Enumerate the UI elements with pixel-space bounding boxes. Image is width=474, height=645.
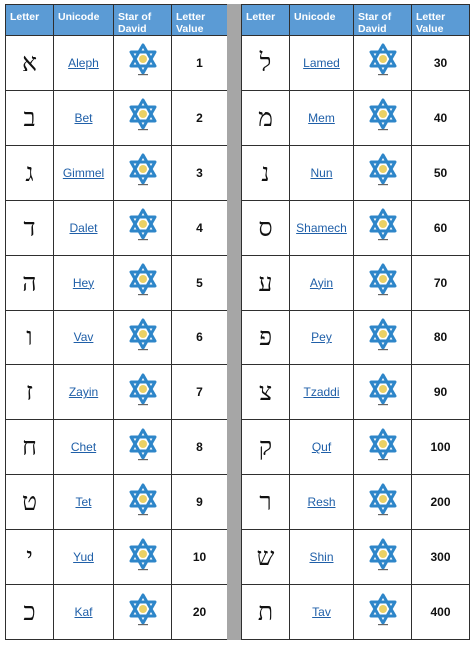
letter-name-link[interactable]: Tet: [75, 495, 92, 510]
hebrew-letter: י: [6, 530, 54, 585]
header-unicode: Unicode: [290, 5, 354, 36]
header-unicode: Unicode: [54, 5, 114, 36]
hebrew-letter: ע: [242, 255, 290, 310]
unicode-cell: [290, 475, 354, 530]
unicode-cell: [54, 90, 114, 145]
letter-name-link[interactable]: Quf: [311, 440, 332, 455]
star-cell: [114, 585, 172, 640]
unicode-cell: [290, 36, 354, 91]
star-of-david-icon: [368, 538, 398, 572]
table-divider: [227, 4, 241, 640]
star-of-david-icon: [128, 43, 158, 77]
table-row: [6, 310, 228, 365]
letter-value: 40: [412, 90, 470, 145]
letter-name-link[interactable]: Tzaddi: [303, 385, 340, 400]
star-of-david-icon: [368, 593, 398, 627]
star-cell: [114, 530, 172, 585]
letter-value: 60: [412, 200, 470, 255]
letter-value: 80: [412, 310, 470, 365]
star-cell: [114, 365, 172, 420]
star-of-david-icon: [368, 318, 398, 352]
unicode-cell: [54, 145, 114, 200]
unicode-cell: [290, 420, 354, 475]
hebrew-letter: ר: [242, 475, 290, 530]
hebrew-letter: א: [6, 36, 54, 91]
unicode-cell: [54, 530, 114, 585]
table-row: [242, 255, 470, 310]
letter-name-link[interactable]: Dalet: [69, 220, 98, 235]
letter-name-link[interactable]: Vav: [73, 330, 94, 345]
star-cell: [354, 310, 412, 365]
letter-name-link[interactable]: Shin: [309, 550, 334, 565]
letter-value: 300: [412, 530, 470, 585]
star-of-david-icon: [368, 98, 398, 132]
hebrew-letter: ד: [6, 200, 54, 255]
table-row: [6, 255, 228, 310]
letter-value: 2: [172, 90, 228, 145]
unicode-cell: [290, 255, 354, 310]
hebrew-letter: ת: [242, 585, 290, 640]
star-cell: [354, 585, 412, 640]
letter-name-link[interactable]: Kaf: [74, 605, 93, 620]
letter-name-link[interactable]: Nun: [310, 165, 333, 180]
table-row: [242, 585, 470, 640]
letter-value: 10: [172, 530, 228, 585]
table-row: [242, 365, 470, 420]
letter-value: 8: [172, 420, 228, 475]
hebrew-letter: ה: [6, 255, 54, 310]
unicode-cell: [54, 255, 114, 310]
unicode-cell: [290, 530, 354, 585]
hebrew-letter: מ: [242, 90, 290, 145]
hebrew-letter: פ: [242, 310, 290, 365]
unicode-cell: [54, 420, 114, 475]
hebrew-letter: כ: [6, 585, 54, 640]
star-cell: [354, 475, 412, 530]
star-cell: [114, 36, 172, 91]
table-row: [242, 36, 470, 91]
letter-name-link[interactable]: Chet: [70, 440, 97, 455]
star-cell: [114, 90, 172, 145]
letter-name-link[interactable]: Lamed: [303, 55, 340, 70]
unicode-cell: [290, 365, 354, 420]
table-row: [242, 420, 470, 475]
hebrew-letter: ל: [242, 36, 290, 91]
star-of-david-icon: [368, 208, 398, 242]
table-row: [6, 530, 228, 585]
unicode-cell: [290, 310, 354, 365]
letter-value: 9: [172, 475, 228, 530]
unicode-cell: [290, 200, 354, 255]
letter-value: 1: [172, 36, 228, 91]
unicode-cell: [54, 365, 114, 420]
star-of-david-icon: [128, 483, 158, 517]
star-cell: [354, 420, 412, 475]
unicode-cell: [290, 145, 354, 200]
star-of-david-icon: [128, 428, 158, 462]
letter-value: 100: [412, 420, 470, 475]
unicode-cell: [54, 475, 114, 530]
header-value: Letter Value: [172, 5, 228, 36]
star-cell: [354, 200, 412, 255]
table-row: [242, 200, 470, 255]
unicode-cell: [290, 90, 354, 145]
letter-name-link[interactable]: Tav: [312, 605, 331, 620]
unicode-cell: [54, 310, 114, 365]
unicode-cell: [54, 36, 114, 91]
table-row: [6, 90, 228, 145]
star-of-david-icon: [128, 98, 158, 132]
letter-value: 200: [412, 475, 470, 530]
letter-name-link[interactable]: Yud: [73, 550, 94, 565]
letter-name-link[interactable]: Resh: [307, 495, 336, 510]
letter-value: 7: [172, 365, 228, 420]
header-letter: Letter: [242, 5, 290, 36]
table-row: [6, 36, 228, 91]
letter-name-link[interactable]: Pey: [311, 330, 332, 345]
table-row: [6, 365, 228, 420]
star-of-david-icon: [368, 373, 398, 407]
hebrew-letter: ט: [6, 475, 54, 530]
letter-value: 5: [172, 255, 228, 310]
letter-value: 70: [412, 255, 470, 310]
letter-name-link[interactable]: Gimmel: [62, 165, 105, 180]
table-row: [6, 420, 228, 475]
letter-value: 20: [172, 585, 228, 640]
table-row: [242, 90, 470, 145]
star-of-david-icon: [368, 43, 398, 77]
letter-name-link[interactable]: Zayin: [68, 385, 99, 400]
hebrew-letter: צ: [242, 365, 290, 420]
letter-value: 4: [172, 200, 228, 255]
star-cell: [114, 145, 172, 200]
unicode-cell: [54, 200, 114, 255]
unicode-cell: [290, 585, 354, 640]
star-of-david-icon: [128, 208, 158, 242]
table-row: [6, 475, 228, 530]
header-star: Star of David: [114, 5, 172, 36]
star-of-david-icon: [368, 263, 398, 297]
star-of-david-icon: [128, 318, 158, 352]
table-row: [242, 145, 470, 200]
star-cell: [114, 475, 172, 530]
letter-name-link[interactable]: Mem: [308, 110, 335, 125]
star-cell: [114, 310, 172, 365]
letter-name-link[interactable]: Ayin: [309, 275, 334, 290]
star-cell: [354, 365, 412, 420]
table-row: [242, 530, 470, 585]
letter-value: 50: [412, 145, 470, 200]
hebrew-letter: ב: [6, 90, 54, 145]
star-of-david-icon: [368, 153, 398, 187]
header-star: Star of David: [354, 5, 412, 36]
header-row: [242, 5, 470, 36]
table-right: [241, 4, 470, 640]
hebrew-letter: ס: [242, 200, 290, 255]
table-row: [242, 475, 470, 530]
hebrew-letter: ש: [242, 530, 290, 585]
table-row: [242, 310, 470, 365]
letter-value: 90: [412, 365, 470, 420]
unicode-cell: [54, 585, 114, 640]
hebrew-letter: ג: [6, 145, 54, 200]
letter-name-link[interactable]: Shamech: [296, 220, 347, 235]
star-cell: [114, 255, 172, 310]
star-of-david-icon: [368, 483, 398, 517]
star-cell: [354, 255, 412, 310]
letter-value: 30: [412, 36, 470, 91]
star-of-david-icon: [368, 428, 398, 462]
hebrew-letter: נ: [242, 145, 290, 200]
star-of-david-icon: [128, 538, 158, 572]
table-row: [6, 145, 228, 200]
header-row: [6, 5, 228, 36]
hebrew-letter: ק: [242, 420, 290, 475]
star-of-david-icon: [128, 373, 158, 407]
hebrew-letter: ז: [6, 365, 54, 420]
star-cell: [114, 420, 172, 475]
star-of-david-icon: [128, 263, 158, 297]
letter-value: 3: [172, 145, 228, 200]
star-cell: [354, 530, 412, 585]
letter-value: 400: [412, 585, 470, 640]
star-cell: [114, 200, 172, 255]
letter-value: 6: [172, 310, 228, 365]
hebrew-letters-chart: [5, 4, 469, 640]
hebrew-letter: ח: [6, 420, 54, 475]
hebrew-letter: ו: [6, 310, 54, 365]
table-left: [5, 4, 228, 640]
letter-name-link[interactable]: Bet: [74, 110, 93, 125]
table-row: [6, 200, 228, 255]
star-of-david-icon: [128, 593, 158, 627]
header-value: Letter Value: [412, 5, 470, 36]
star-cell: [354, 90, 412, 145]
table-row: [6, 585, 228, 640]
star-cell: [354, 145, 412, 200]
star-of-david-icon: [128, 153, 158, 187]
header-letter: Letter: [6, 5, 54, 36]
letter-name-link[interactable]: Hey: [72, 275, 95, 290]
letter-name-link[interactable]: Aleph: [68, 55, 99, 70]
star-cell: [354, 36, 412, 91]
